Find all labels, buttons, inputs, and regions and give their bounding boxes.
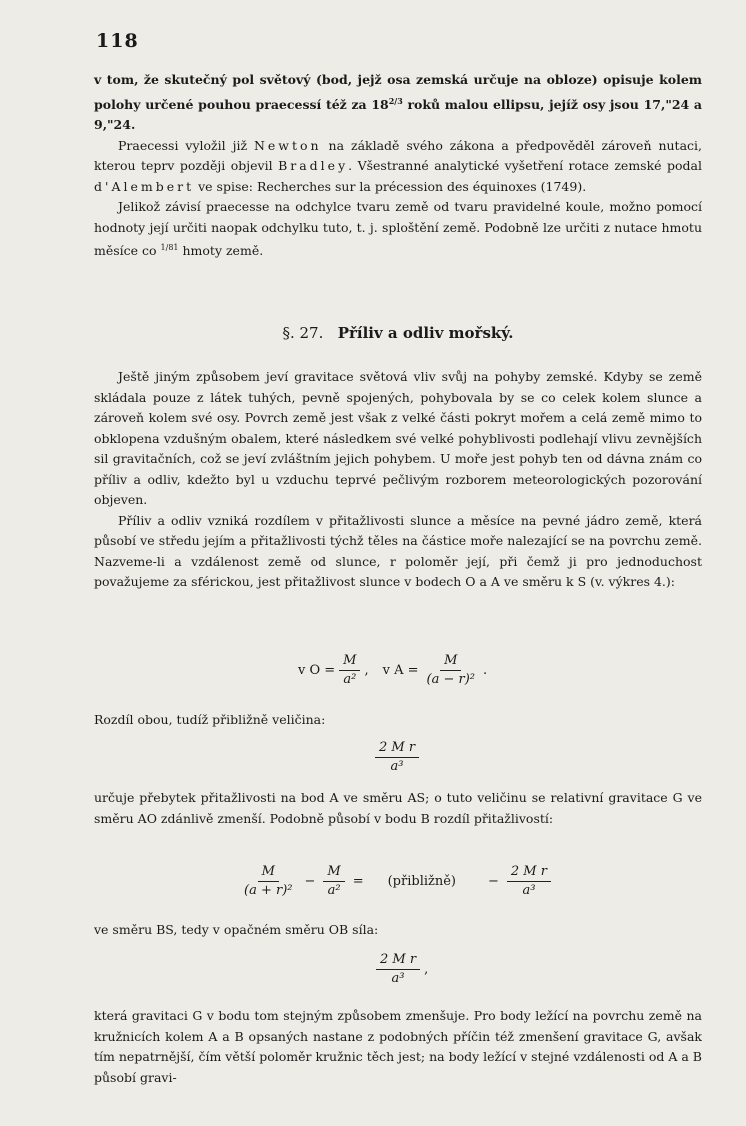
formula-lhs-o: v O = [298, 663, 336, 678]
paragraph-5: Příliv a odliv vzniká rozdílem v přitažlivosti slunce a měsíce na pevné jádro země, která působí ve středu jejím a přitažlivosti týchž těles na částice moře nalezající se na povrchu země. Nazveme-li a vzdálenost země od slunce, r poloměr její, při čemž ji pro jednoduchost považujeme za sférickou, jest přitažlivost slunce v bodech O a A ve směru k S (v. výkres 4.): [94, 512, 702, 589]
name-bradley: Bradley [278, 158, 349, 174]
paragraph-4: Ještě jiným způsobem jeví gravitace světová vliv svůj na pohyby zemské. Kdyby se země skládala pouze z látek tuhých, pevně spojených, pohybovala by se co celek kolem slunce a zároveň kolem své osy. Povrch země jest však z velké části pokryt mořem a celá země mimo to obklopena vzdušným obalem, které následkem své velké pohyblivosti podlehají vlivu zevnějších sil gravitačních, což se jeví zvláštním jejich pohybem. U moře jest pohyb ten od dávna znám co příliv a odliv, kdežto byl u vzduchu teprvé pečlivým rozborem meteorologických pozorování objeven. [94, 369, 702, 507]
text-line-6 [94, 710, 702, 731]
formula-difference: $\frac{\text{2 M r}}{\text{a³}}$ [371, 740, 423, 775]
page-number: 118 [96, 30, 139, 52]
name-newton: Newton [253, 137, 322, 153]
paragraph-9: která gravitaci G v bodu tom stejným způsobem zmenšuje. Pro body ležící na povrchu země na kružnicích kolem A a B opsaných nastane z podobných příčin též zmenšení gravitace G, avšak tím nepatrnější, čím větší poloměr kružnic těch jest; na body ležící v stejné vzdálenosti od A a B působí gravi- [94, 1008, 702, 1085]
formula-force: $\frac{\text{2 M r}}{\text{a³}}$ , [372, 952, 428, 987]
text-block-middle [94, 367, 702, 593]
text-line-8 [94, 920, 702, 941]
text-block-7 [94, 788, 702, 829]
section-title: Příliv a odliv mořský. [337, 324, 514, 342]
paragraph-1: v tom, že skutečný pol světový (bod, jejž osa zemská určuje na obloze) opisuje kolem polohy určené pouhou praecessí též za $18^{2/3}$ roků malou ellipsu, jejíž osy jsou 17,"24 a 9,"24. [94, 72, 702, 133]
formula-attraction: v O = $\frac{M}{\text{a²}}$ , v A = $\frac{M}{\text{(a − r)²}}$ . [298, 653, 488, 687]
paragraph-3: Jelikož závisí praecesse na odchylce tvaru země od tvaru pravidelné koule, možno pomocí hodnoty její určiti naopak odchylku tuto, t. j. sploštění země. Podobně lze určiti z nutace hmotu měsíce co $^{1/81}$ hmoty země. [94, 199, 702, 259]
fraction-m-over-a2: $\frac{M}{\text{a²}}$ [339, 653, 360, 688]
formula-b-difference: $\frac{M}{\text{(a + r)²}}$ − $\frac{M}{\text{a²}}$ = (přibližně) − $\frac{\text{2 M r}}{\text{a³}}$ [236, 864, 555, 899]
paragraph-7: určuje přebytek přitažlivosti na bod A ve směru AS; o tuto veličinu se relativní gravitace G ve směru AO zdánlivě zmenší. Podobně působí v bodu B rozdíl přitažlivostí: [94, 790, 702, 826]
section-number: §. 27. [282, 324, 324, 342]
name-dalembert: d'Alembert [94, 178, 195, 194]
text-block-top [94, 70, 702, 262]
paragraph-2: Praecessi vyložil již Newton na základě svého zákona a předpověděl zároveň nutaci, kterou teprv později objevil Bradley. Všestranné analytické vyšetření rotace zemské podal d'Alembert ve spise: Recherches sur la précession des équinoxes (1749). [94, 137, 702, 194]
formula-lhs-a: v A = [382, 663, 419, 678]
paragraph-6: Rozdíl obou, tudíž přibližně veličina: [94, 712, 326, 727]
text-block-bottom [94, 1006, 702, 1088]
section-heading [94, 324, 702, 342]
paragraph-8: ve směru BS, tedy v opačném směru OB síla: [94, 922, 379, 937]
fraction-m-over-a-minus-r: $\frac{M}{\text{(a − r)²}}$ [426, 653, 475, 687]
